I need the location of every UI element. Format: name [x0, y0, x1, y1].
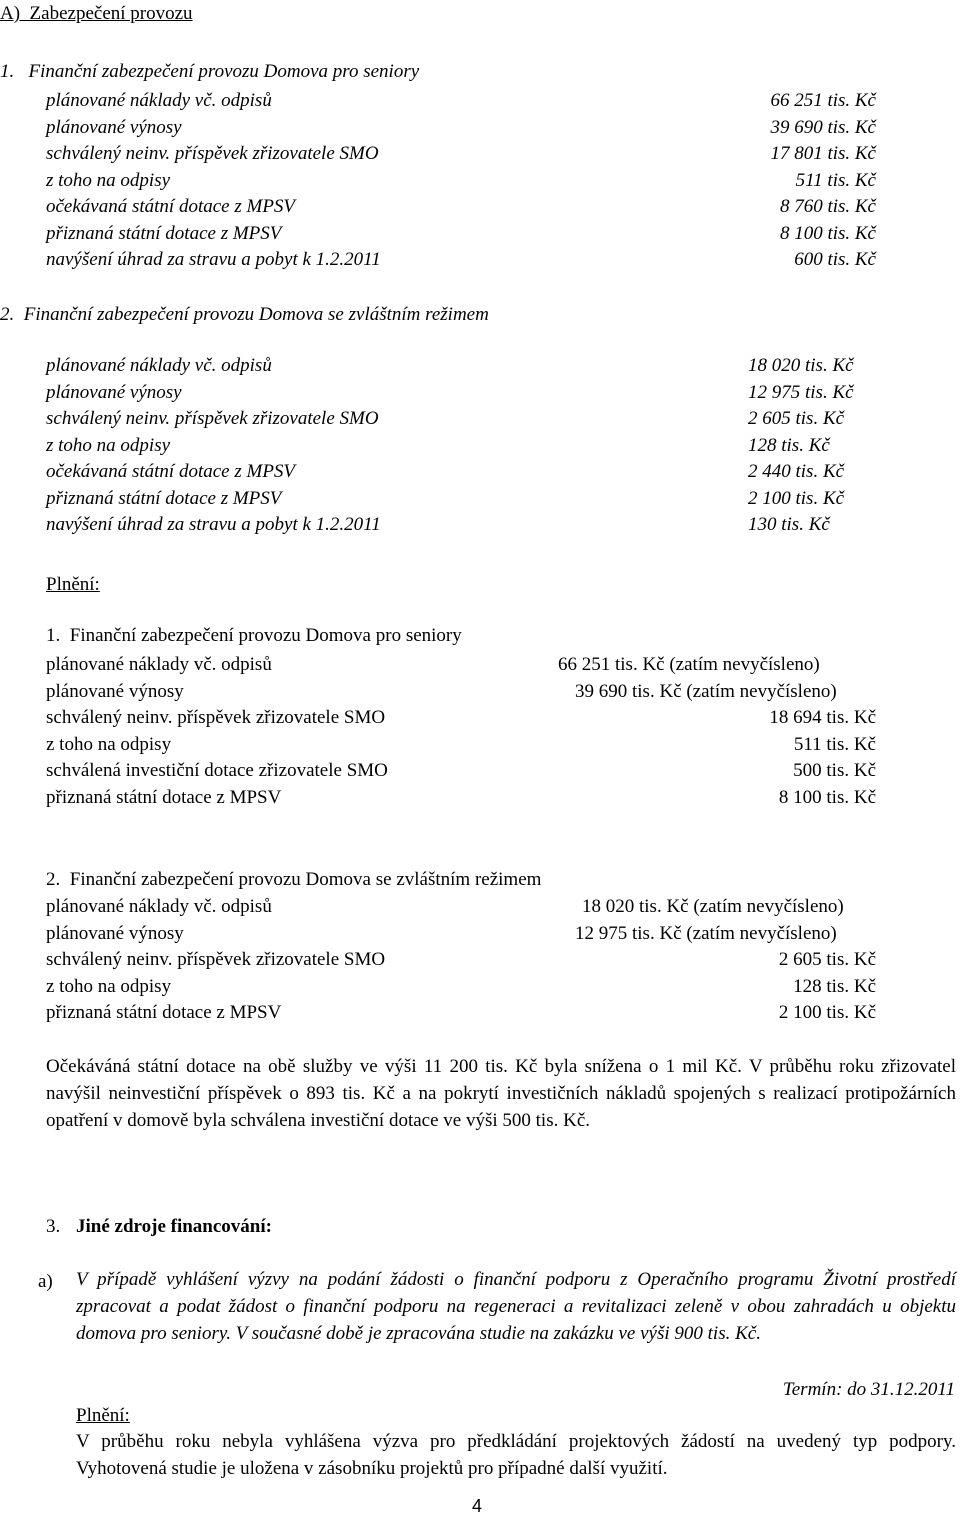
row-label: schválený neinv. příspěvek zřizovatele SMO: [46, 949, 386, 970]
row-label: schválený neinv. příspěvek zřizovatele SMO: [46, 408, 379, 429]
row-label: plánované náklady vč. odpisů: [46, 654, 272, 675]
summary-paragraph: Očekáváná státní dotace na obě služby ve výši 11 200 tis. Kč byla snížena o 1 mil Kč. V průběhu roku zřizovatel navýšil neinvestiční příspěvek o 893 tis. Kč a na pokrytí investičních nákladů spojených s realizací protipožárních opatření v domově byla schválena investiční dotace ve výši 500 tis. Kč.: [46, 1056, 956, 1131]
page-number: 4: [472, 1496, 483, 1516]
actual-s2-title: 2. Finanční zabezpečení provozu Domova se zvláštním režimem: [46, 869, 542, 890]
row-value: 500 tis. Kč: [793, 760, 876, 781]
row-label: plánované výnosy: [46, 381, 182, 403]
row-value: 18 020 tis. Kč: [748, 355, 854, 376]
row-label: přiznaná státní dotace z MPSV: [46, 487, 282, 509]
row-value: 8 100 tis. Kč: [779, 222, 876, 244]
row-label: plánované náklady vč. odpisů: [46, 896, 272, 917]
row-value: 12 975 tis. Kč (zatím nevyčísleno): [575, 922, 837, 944]
row-label: plánované výnosy: [46, 922, 184, 944]
row-label: schválená investiční dotace zřizovatele SMO: [46, 760, 388, 781]
actual-s1-title: 1. Finanční zabezpečení provozu Domova pro seniory: [46, 625, 462, 646]
row-label: z toho na odpisy: [46, 975, 172, 997]
row-value: 2 605 tis. Kč: [778, 949, 876, 970]
row-value: 2 100 tis. Kč: [778, 1002, 876, 1023]
row-label: přiznaná státní dotace z MPSV: [46, 1002, 282, 1023]
row-label: navýšení úhrad za stravu a pobyt k 1.2.2011: [46, 514, 381, 535]
row-label: plánované výnosy: [46, 116, 182, 138]
row-value: 511 tis. Kč: [795, 169, 876, 191]
section3-plneni-heading: Plnění:: [76, 1405, 130, 1426]
row-label: z toho na odpisy: [46, 733, 172, 755]
row-value: 8 100 tis. Kč: [778, 786, 876, 808]
planned-s1-title: 1. Finanční zabezpečení provozu Domova pro seniory: [0, 61, 420, 82]
row-label: z toho na odpisy: [46, 434, 171, 456]
row-value: 39 690 tis. Kč: [770, 116, 876, 138]
plneni-heading: Plnění:: [46, 574, 100, 595]
row-label: očekávaná státní dotace z MPSV: [46, 196, 296, 217]
row-value: 2 440 tis. Kč: [748, 461, 845, 482]
row-value: 12 975 tis. Kč: [748, 381, 854, 403]
row-label: schválený neinv. příspěvek zřizovatele SMO: [46, 707, 386, 728]
row-value: 39 690 tis. Kč (zatím nevyčísleno): [575, 680, 837, 702]
row-value: 128 tis. Kč: [793, 975, 876, 997]
item-a-marker: a): [38, 1271, 53, 1292]
deadline: Termín: do 31.12.2011: [782, 1379, 955, 1400]
section3-number: 3.: [46, 1216, 61, 1237]
row-value: 130 tis. Kč: [748, 514, 830, 535]
section3-plneni-text: V průběhu roku nebyla vyhlášena výzva pro předkládání projektových žádostí na uvedený typ podpory. Vyhotovená studie je uložena v zásobníku projektů pro případné další využití.: [76, 1431, 956, 1479]
row-value: 600 tis. Kč: [794, 249, 876, 270]
row-label: přiznaná státní dotace z MPSV: [46, 222, 282, 244]
row-value: 8 760 tis. Kč: [779, 196, 876, 217]
row-label: přiznaná státní dotace z MPSV: [46, 786, 282, 808]
row-label: z toho na odpisy: [46, 169, 171, 191]
row-label: plánované náklady vč. odpisů: [46, 355, 272, 376]
row-value: 128 tis. Kč: [748, 434, 830, 456]
section3-title: Jiné zdroje financování:: [76, 1216, 272, 1237]
section-heading-a: A) Zabezpečení provozu: [0, 3, 193, 24]
row-label: plánované náklady vč. odpisů: [46, 90, 272, 111]
row-label: očekávaná státní dotace z MPSV: [46, 461, 296, 482]
row-value: 2 605 tis. Kč: [748, 408, 845, 429]
row-label: navýšení úhrad za stravu a pobyt k 1.2.2011: [46, 249, 381, 270]
row-value: 17 801 tis. Kč: [770, 143, 876, 164]
row-value: 2 100 tis. Kč: [748, 487, 845, 509]
row-label: plánované výnosy: [46, 680, 184, 702]
row-label: schválený neinv. příspěvek zřizovatele SMO: [46, 143, 379, 164]
row-value: 18 694 tis. Kč: [769, 707, 876, 728]
planned-s2-title: 2. Finanční zabezpečení provozu Domova se zvláštním režimem: [0, 304, 489, 325]
row-value: 66 251 tis. Kč (zatím nevyčísleno): [558, 654, 820, 675]
row-value: 511 tis. Kč: [793, 733, 876, 755]
row-value: 18 020 tis. Kč (zatím nevyčísleno): [582, 896, 844, 917]
row-value: 66 251 tis. Kč: [770, 90, 876, 111]
item-a-text: V případě vyhlášení výzvy na podání žádosti o finanční podporu z Operačního programu Životní prostředí zpracovat a podat žádost o finanční podporu na regeneraci a revitalizaci zeleně v obou zahradách u objektu domova pro seniory. V současné době je zpracována studie na zakázku ve výši 900 tis. Kč.: [76, 1269, 956, 1344]
